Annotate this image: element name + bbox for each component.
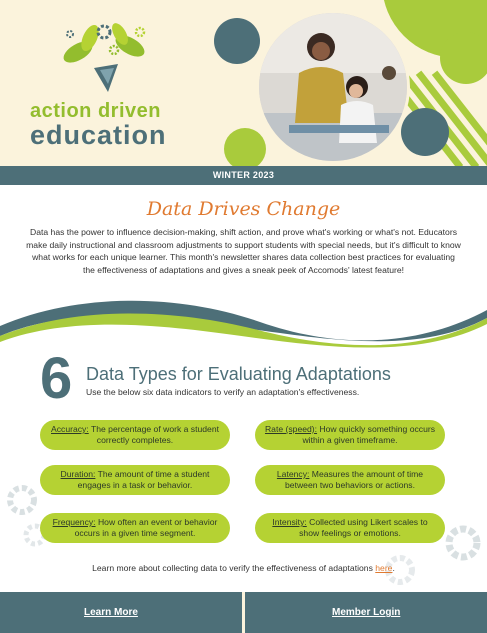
- data-type-description: The amount of time a student engages in a task or behavior.: [77, 469, 210, 490]
- decorative-circle: [214, 18, 260, 64]
- intro-title: Data Drives Change: [146, 198, 341, 220]
- wave-divider: [0, 296, 487, 350]
- data-types-subtitle: Use the below six data indicators to verify an adaptation's effectiveness.: [86, 387, 360, 397]
- here-link[interactable]: here: [375, 563, 393, 573]
- data-type-term: Intensity:: [272, 517, 307, 527]
- logo-text-top: action driven: [30, 100, 161, 122]
- data-types-number: 6: [40, 346, 73, 411]
- data-type-description: Collected using Likert scales to show feelings or emotions.: [299, 517, 428, 538]
- data-type-accuracy: [40, 420, 230, 450]
- data-type-description: How often an event or behavior occurs in a given time segment.: [74, 517, 218, 538]
- learn-more-period: .: [392, 563, 395, 573]
- season-label: WINTER 2023: [0, 166, 487, 185]
- data-type-term: Accuracy:: [51, 424, 89, 434]
- data-type-term: Duration:: [60, 469, 96, 479]
- gear-icon: [440, 520, 486, 566]
- data-type-intensity: [255, 513, 445, 543]
- logo-leaves-icon: [56, 20, 156, 100]
- learn-more-link[interactable]: Learn More: [84, 607, 138, 618]
- teacher-student-photo: [256, 10, 410, 164]
- learn-more-text: Learn more about collecting data to verify the effectiveness of adaptations: [92, 563, 376, 573]
- photo-illustration: [259, 13, 407, 161]
- data-types-title: Data Types for Evaluating Adaptations: [86, 364, 391, 384]
- bottom-divider: [242, 592, 245, 633]
- data-type-rate: [255, 420, 445, 450]
- intro-paragraph: Data has the power to influence decision-making, shift action, and prove what's working or what's not. Educators make daily instructional and classroom adjustments to support students with special needs, but it's difficult to know what works for each unique learner. This month's newsletter shares data collection best practices for evaluating the effectiveness of adaptations and gives a sneak peek of Accomods' latest feature!: [26, 227, 461, 275]
- decorative-circle: [401, 108, 449, 156]
- decorative-circle: [440, 32, 487, 84]
- data-type-description: How quickly something occurs within a given timeframe.: [302, 424, 436, 445]
- member-login-link[interactable]: Member Login: [332, 607, 401, 618]
- bottom-nav-bar: [0, 592, 487, 633]
- data-type-latency: [255, 465, 445, 495]
- data-type-description: The percentage of work a student correctly completes.: [88, 424, 219, 445]
- logo-text-bottom: education: [30, 120, 167, 150]
- data-type-description: Measures the amount of time between two behaviors or actions.: [285, 469, 424, 490]
- gear-icon: [2, 480, 42, 520]
- data-type-term: Frequency:: [52, 517, 96, 527]
- data-type-term: Rate (speed):: [264, 424, 318, 434]
- data-type-duration: [40, 465, 230, 495]
- newsletter-header: [0, 0, 487, 166]
- data-type-frequency: [40, 513, 230, 543]
- learn-more-sentence: [0, 563, 487, 573]
- data-type-term: Latency:: [276, 469, 310, 479]
- decorative-circle: [224, 128, 266, 166]
